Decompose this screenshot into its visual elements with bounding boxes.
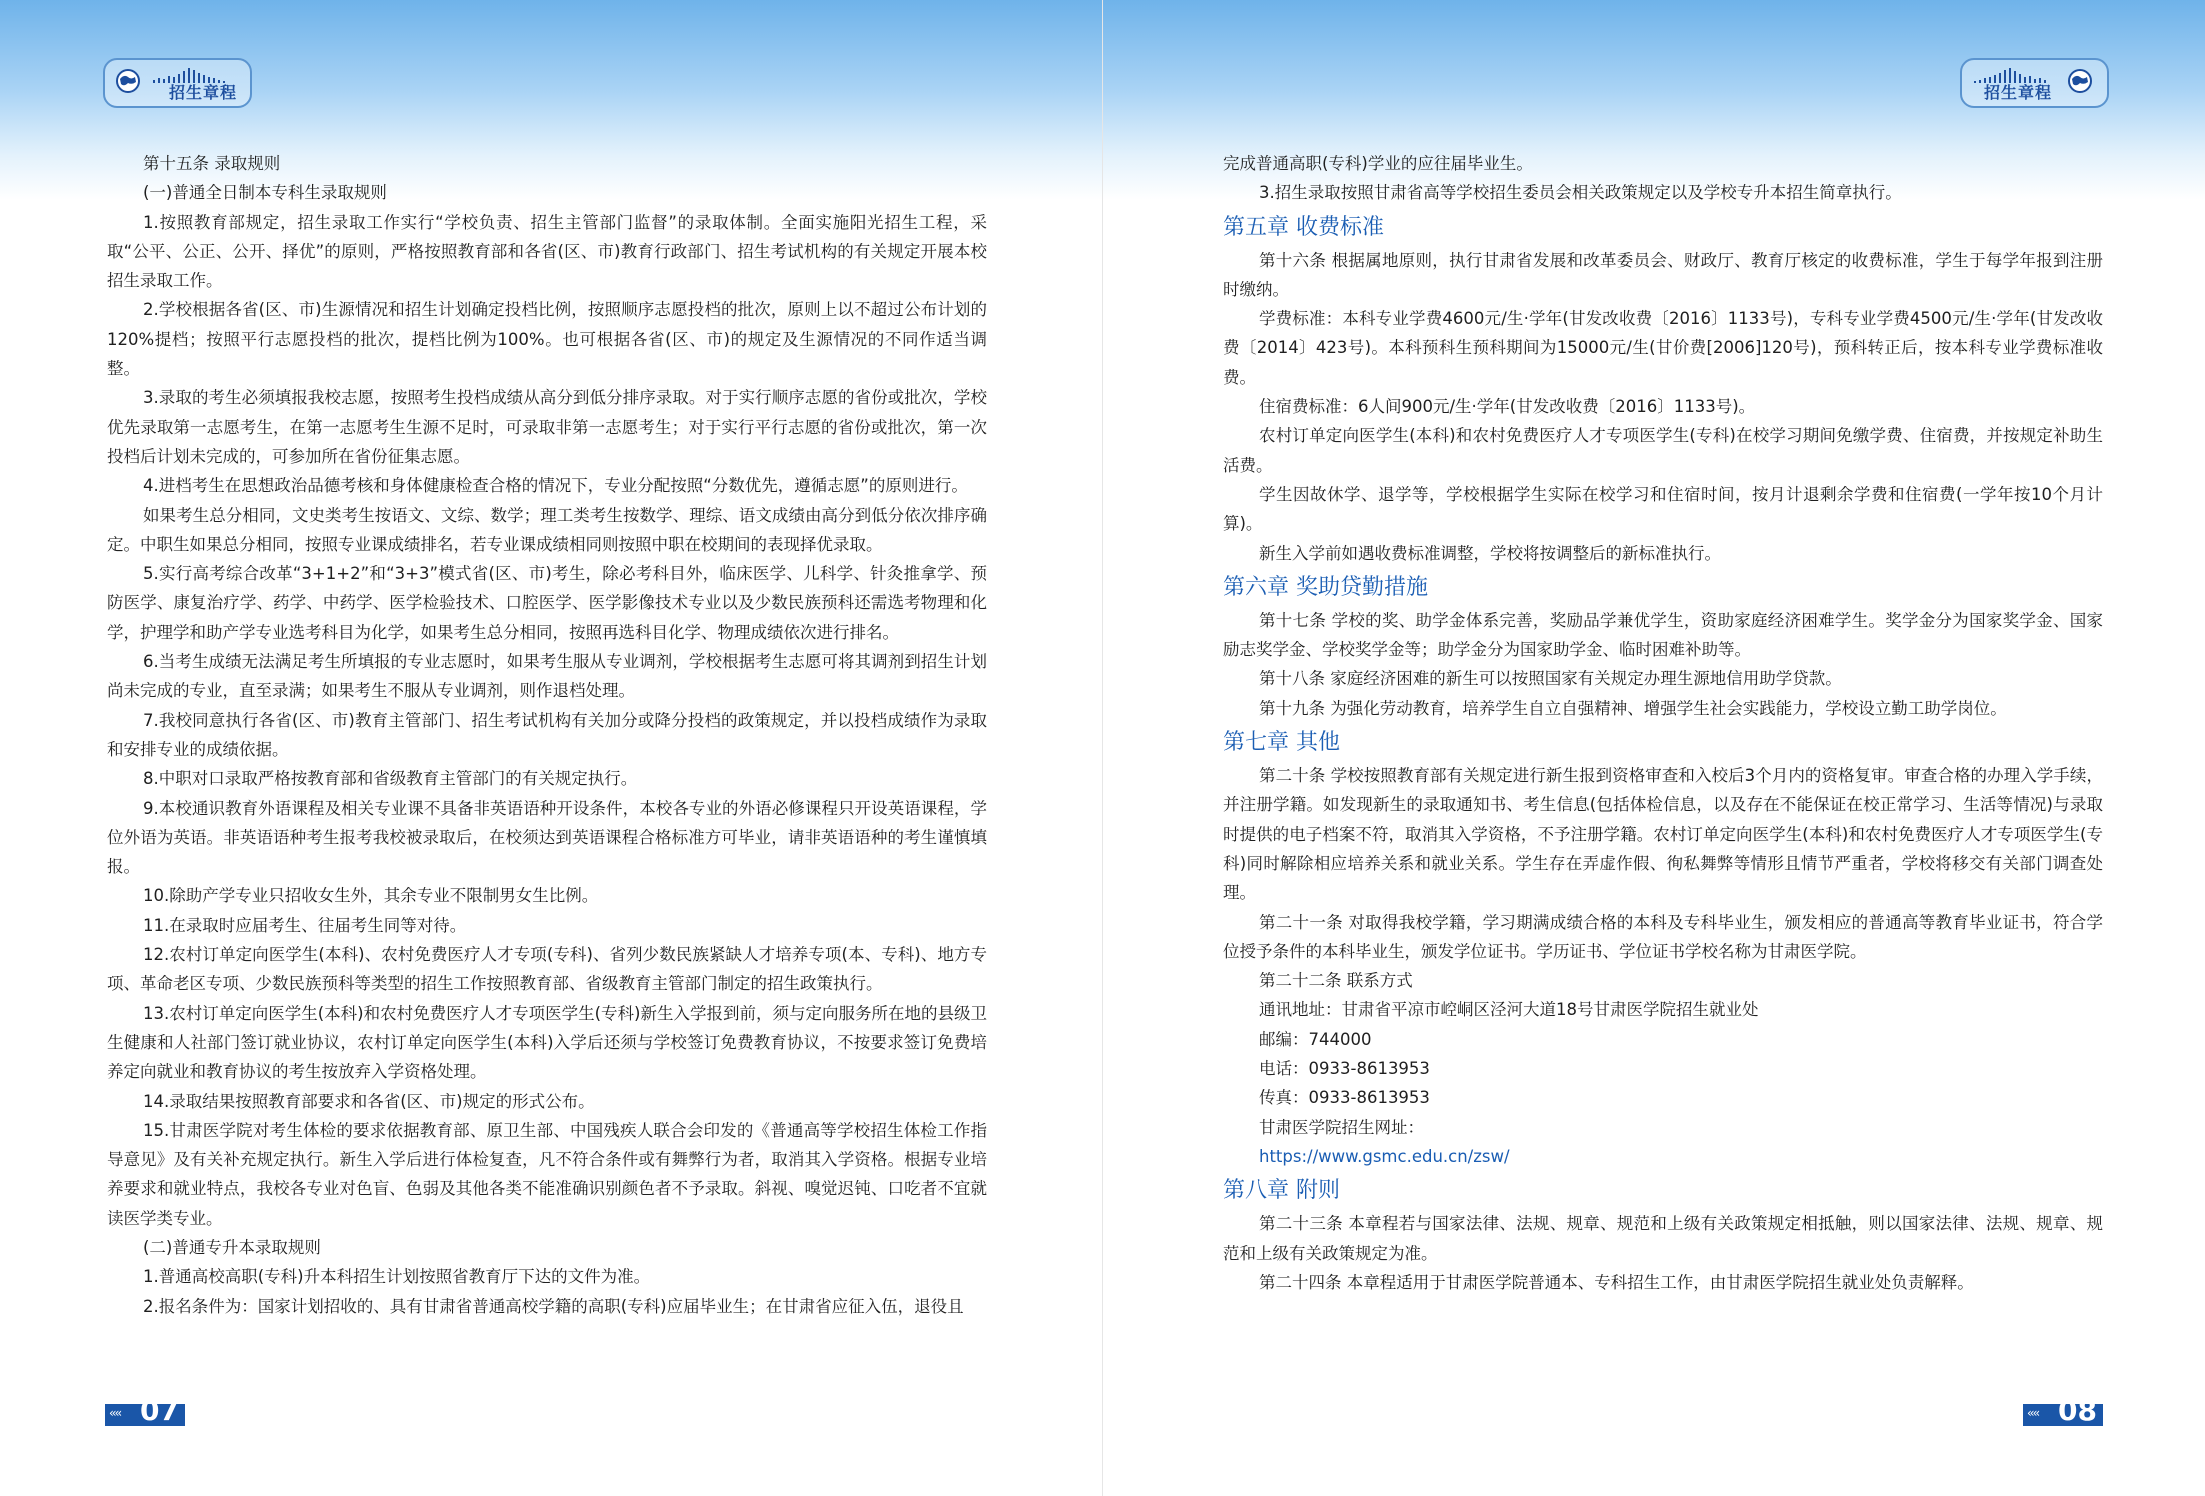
- paragraph: 第十八条 家庭经济困难的新生可以按照国家有关规定办理生源地信用助学贷款。: [1259, 669, 1842, 689]
- paragraph: 第二十三条 本章程若与国家法律、法规、规章、规范和上级有关政策规定相抵触，则以国家法律、法规、规章、规范和上级有关政策规定为准。: [1223, 1214, 2103, 1263]
- contact-fax: 传真：0933-8613953: [1259, 1088, 1430, 1108]
- paragraph: 3.招生录取按照甘肃省高等学校招生委员会相关政策规定以及学校专升本招生简章执行。: [1259, 183, 1902, 203]
- right-page-body: [1223, 149, 2103, 1297]
- paragraph: 学生因故休学、退学等，学校根据学生实际在校学习和住宿时间，按月计退剩余学费和住宿费(一学年按10个月计算)。: [1223, 484, 2103, 534]
- chevrons-left-icon: ‹‹‹‹: [2027, 1406, 2039, 1420]
- contact-website-label: 甘肃医学院招生网址：: [1259, 1117, 1424, 1137]
- paragraph: 7.我校同意执行各省(区、市)教育主管部门、招生考试机构有关加分或降分投档的政策规定，并以投档成绩作为录取和安排专业的成绩依据。: [107, 710, 987, 759]
- header-badge: [1960, 58, 2109, 108]
- left-page: [0, 0, 1102, 1496]
- paragraph: 第十六条 根据属地原则，执行甘肃省发展和改革委员会、财政厅、教育厅核定的收费标准，学生于每学年报到注册时缴纳。: [1223, 250, 2103, 299]
- globe-icon: [2067, 68, 2093, 94]
- chevrons-left-icon: ‹‹‹‹: [109, 1406, 121, 1420]
- badge-title: 招生章程: [1983, 83, 2052, 102]
- paragraph: 9.本校通识教育外语课程及相关专业课不具备非英语语种开设条件，本校各专业的外语必修课程只开设英语课程，学位外语为英语。非英语语种考生报考我校被录取后，在校须达到英语课程合格标准方可毕业，请非英语语种的考生谨慎填报。: [107, 798, 987, 877]
- paragraph: 4.进档考生在思想政治品德考核和身体健康检查合格的情况下，专业分配按照“分数优先，遵循志愿”的原则进行。: [143, 476, 968, 496]
- left-page-body: [107, 149, 987, 1321]
- contact-phone: 电话：0933-8613953: [1259, 1059, 1430, 1079]
- contact-address: 通讯地址：甘肃省平凉市崆峒区泾河大道18号甘肃医学院招生就业处: [1259, 1000, 1759, 1020]
- paragraph: 住宿费标准：6人间900元/生·学年(甘发改收费〔2016〕1133号)。: [1259, 397, 1756, 417]
- page-number-tab: [105, 1394, 185, 1427]
- paragraph: 2.报名条件为：国家计划招收的、具有甘肃省普通高校学籍的高职(专科)应届毕业生；在甘肃省应征入伍，退役且: [143, 1296, 964, 1316]
- paragraph: 1.按照教育部规定，招生录取工作实行“学校负责、招生主管部门监督”的录取体制。全面实施阳光招生工程，采取“公平、公正、公开、择优”的原则，严格按照教育部和各省(区、市)教育行政部门、招生考试机构的有关规定开展本校招生录取工作。: [107, 212, 987, 291]
- page-number: 08: [2058, 1394, 2097, 1427]
- paragraph: 1.普通高校高职(专科)升本科招生计划按照省教育厅下达的文件为准。: [143, 1267, 651, 1287]
- chapter-heading: 第八章 附则: [1223, 1178, 1340, 1204]
- page-number-tab: [2023, 1394, 2103, 1427]
- paragraph: 12.农村订单定向医学生(本科)、农村免费医疗人才专项(专科)、省列少数民族紧缺人才培养专项(本、专科)、地方专项、革命老区专项、少数民族预科等类型的招生工作按照教育部、省级教育主管部门制定的招生政策执行。: [107, 945, 987, 994]
- paragraph: 6.当考生成绩无法满足考生所填报的专业志愿时，如果考生服从专业调剂，学校根据考生志愿可将其调剂到招生计划尚未完成的专业，直至录满；如果考生不服从专业调剂，则作退档处理。: [107, 652, 987, 701]
- chapter-heading: 第五章 收费标准: [1223, 214, 1384, 240]
- contact-postcode: 邮编：744000: [1259, 1029, 1372, 1049]
- chapter-heading: 第七章 其他: [1223, 730, 1340, 756]
- paragraph: 3.录取的考生必须填报我校志愿，按照考生投档成绩从高分到低分排序录取。对于实行顺序志愿的省份或批次，学校优先录取第一志愿考生，在第一志愿考生生源不足时，可录取非第一志愿考生；对于实行平行志愿的省份或批次，第一次投档后计划未完成的，可参加所在省份征集志愿。: [107, 388, 987, 466]
- paragraph: 第二十一条 对取得我校学籍，学习期满成绩合格的本科及专科毕业生，颁发相应的普通高等教育毕业证书，符合学位授予条件的本科毕业生，颁发学位证书。学历证书、学位证书学校名称为甘肃医学院。: [1223, 912, 2103, 961]
- paragraph: 11.在录取时应届考生、往届考生同等对待。: [143, 915, 467, 935]
- article-heading: 第十五条 录取规则: [143, 154, 281, 173]
- paragraph: 13.农村订单定向医学生(本科)和农村免费医疗人才专项医学生(专科)新生入学报到前，须与定向服务所在地的县级卫生健康和人社部门签订就业协议，农村订单定向医学生(本科)入学后还须与学校签订免费教育协议，不按要求签订免费培养定向就业和教育协议的考生按放弃入学资格处理。: [107, 1003, 987, 1082]
- paragraph: 第十七条 学校的奖、助学金体系完善，奖励品学兼优学生，资助家庭经济困难学生。奖学金分为国家奖学金、国家励志奖学金、学校奖学金等；助学金分为国家助学金、临时困难补助等。: [1223, 610, 2103, 660]
- paragraph: 学费标准：本科专业学费4600元/生·学年(甘发改收费〔2016〕1133号)，专科专业学费4500元/生·学年(甘发改收费〔2014〕423号)。本科预科生预科期间为15000元/生(甘价费[2006]120号)，预科转正后，按本科专业学费标准收费。: [1223, 309, 2103, 387]
- paragraph: 如果考生总分相同，文史类考生按语文、文综、数学；理工类考生按数学、理综、语文成绩由高分到低分依次排序确定。中职生如果总分相同，按照专业课成绩排名，若专业课成绩相同则按照中职在校期间的表现择优录取。: [107, 505, 987, 554]
- paragraph: 第二十二条 联系方式: [1259, 971, 1413, 991]
- chapter-heading: 第六章 奖助贷勤措施: [1223, 574, 1428, 600]
- badge-title: 招生章程: [168, 83, 237, 102]
- section-heading: (一)普通全日制本专科生录取规则: [143, 183, 387, 203]
- paragraph: 15.甘肃医学院对考生体检的要求依据教育部、原卫生部、中国残疾人联合会印发的《普通高等学校招生体检工作指导意见》及有关补充规定执行。新生入学后进行体检复查，凡不符合条件或有舞弊行为者，取消其入学资格。根据专业培养要求和就业特点，我校各专业对色盲、色弱及其他各类不能准确识别颜色者不予录取。斜视、嗅觉迟钝、口吃者不宜就读医学类专业。: [107, 1120, 987, 1228]
- paragraph: 10.除助产学专业只招收女生外，其余专业不限制男女生比例。: [143, 886, 599, 906]
- paragraph: 第二十四条 本章程适用于甘肃医学院普通本、专科招生工作，由甘肃医学院招生就业处负责解释。: [1259, 1272, 1974, 1292]
- paragraph: 第十九条 为强化劳动教育，培养学生自立自强精神、增强学生社会实践能力，学校设立勤工助学岗位。: [1259, 698, 2007, 718]
- paragraph: 8.中职对口录取严格按教育部和省级教育主管部门的有关规定执行。: [143, 769, 638, 789]
- paragraph: 5.实行高考综合改革“3+1+2”和“3+3”模式省(区、市)考生，除必考科目外，临床医学、儿科学、针灸推拿学、预防医学、康复治疗学、药学、中药学、医学检验技术、口腔医学、医学影像技术专业以及少数民族预科还需选考物理和化学，护理学和助产学专业选考科目为化学，如果考生总分相同，按照再选科目化学、物理成绩依次进行排名。: [107, 564, 987, 642]
- header-badge: [103, 58, 252, 108]
- right-page: [1103, 0, 2205, 1496]
- section-heading: (二)普通专升本录取规则: [143, 1237, 321, 1257]
- paragraph: 2.学校根据各省(区、市)生源情况和招生计划确定投档比例，按照顺序志愿投档的批次，原则上以不超过公布计划的120%提档；按照平行志愿投档的批次，提档比例为100%。也可根据各省(区、市)的规定及生源情况的不同作适当调整。: [107, 300, 987, 379]
- globe-icon: [115, 68, 141, 94]
- paragraph: 农村订单定向医学生(本科)和农村免费医疗人才专项医学生(专科)在校学习期间免缴学费、住宿费，并按规定补助生活费。: [1223, 426, 2103, 475]
- paragraph: 第二十条 学校按照教育部有关规定进行新生报到资格审查和入校后3个月内的资格复审。审查合格的办理入学手续，并注册学籍。如发现新生的录取通知书、考生信息(包括体检信息，以及存在不能保证在校正常学习、生活等情况)与录取时提供的电子档案不符，取消其入学资格，不予注册学籍。农村订单定向医学生(本科)和农村免费医疗人才专项医学生(专科)同时解除相应培养关系和就业关系。学生存在弄虚作假、徇私舞弊等情形且情节严重者，学校将移交有关部门调查处理。: [1223, 766, 2103, 903]
- page-number: 07: [140, 1394, 179, 1427]
- admissions-website-link[interactable]: https://www.gsmc.edu.cn/zsw/: [1259, 1146, 1510, 1166]
- paragraph: 新生入学前如遇收费标准调整，学校将按调整后的新标准执行。: [1259, 543, 1721, 563]
- paragraph: 完成普通高职(专科)学业的应往届毕业生。: [1223, 154, 1533, 173]
- paragraph: 14.录取结果按照教育部要求和各省(区、市)规定的形式公布。: [143, 1091, 595, 1111]
